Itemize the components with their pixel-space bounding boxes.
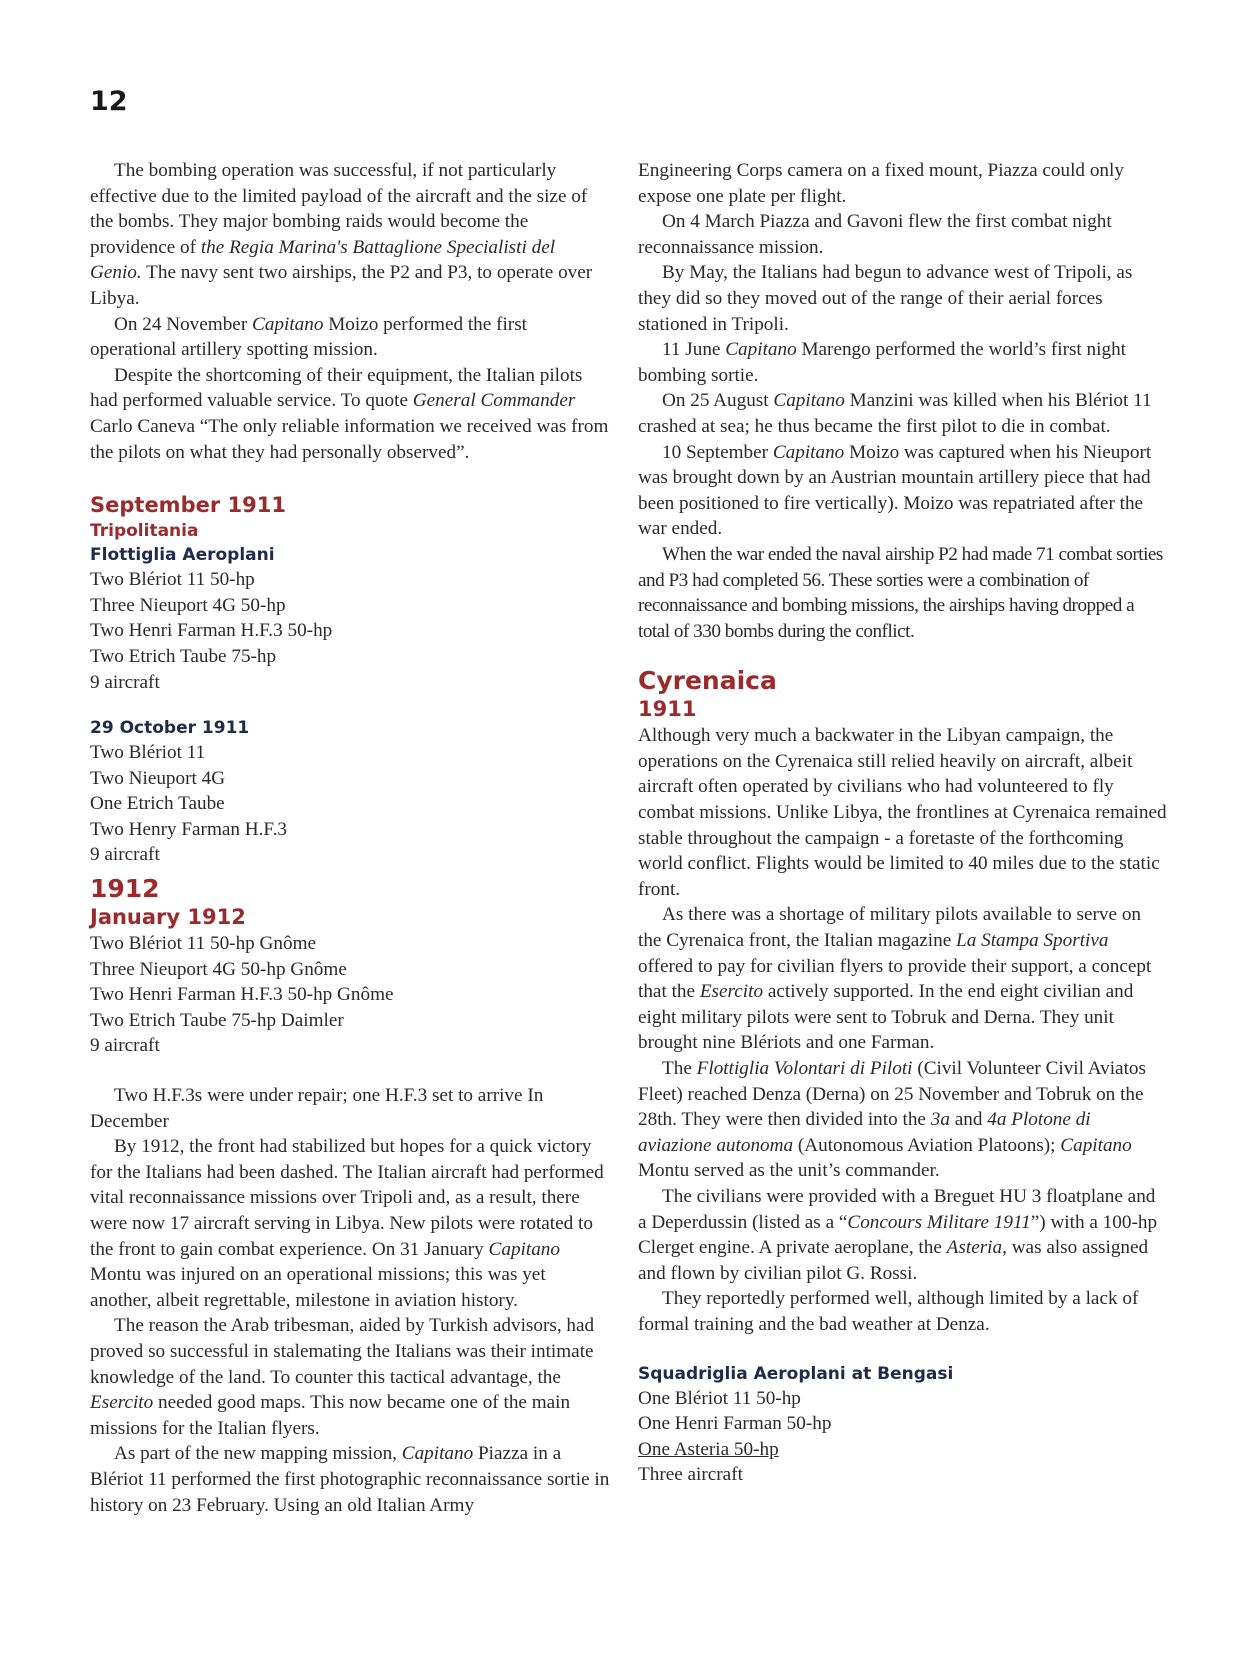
list-item: Three Nieuport 4G 50-hp	[90, 594, 286, 616]
paragraph	[90, 312, 610, 363]
italic-text: Flottiglia Volontari di Piloti	[696, 1058, 913, 1079]
aircraft-list	[90, 740, 610, 868]
paragraph	[90, 158, 610, 312]
paragraph	[90, 1441, 610, 1518]
text: and	[949, 1109, 988, 1131]
text: The civilians were provided with a Breguet HU 3 floatplane and a Deperdussin (listed as a “	[638, 1185, 1156, 1233]
paragraph	[638, 337, 1168, 388]
italic-text: General Commander	[412, 390, 576, 412]
text: Montu served as the unit’s commander.	[638, 1160, 940, 1182]
section-heading-bengasi: Squadriglia Aeroplani at Bengasi	[638, 1363, 954, 1384]
paragraph	[638, 440, 1168, 542]
italic-text: Capitano	[773, 390, 845, 412]
italic-text: 3a	[930, 1109, 950, 1131]
list-item: 9 aircraft	[90, 671, 160, 693]
italic-text: Concours Militare 1911	[847, 1211, 1031, 1233]
list-item: Two Blériot 11	[90, 742, 206, 764]
italic-text: Capitano	[252, 313, 324, 335]
list-item: Two Blériot 11 50-hp Gnôme	[90, 933, 317, 955]
list-item: Two Blériot 11 50-hp	[90, 569, 255, 591]
paragraph: Two H.F.3s were under repair; one H.F.3 set to arrive In December	[90, 1085, 544, 1132]
list-item: 9 aircraft	[90, 844, 160, 866]
paragraph	[638, 1184, 1168, 1286]
page-number: 12	[90, 86, 128, 117]
paragraph	[638, 388, 1168, 439]
section-heading-1912: 1912	[90, 874, 160, 904]
section-heading-cyrenaica: Cyrenaica	[638, 666, 777, 696]
left-column	[90, 158, 610, 1518]
text: The reason the Arab tribesman, aided by Turkish advisors, had proved so successful in stalemating the Italians was their intimate knowledge of the land. To counter this tactical advantage, the	[90, 1315, 595, 1388]
paragraph	[90, 363, 610, 465]
italic-text: the Regia Marina's Battaglione Specialisti del Genio.	[90, 236, 556, 284]
list-item: 9 aircraft	[90, 1035, 160, 1057]
text: The bombing operation was successful, if not particularly effective due to the limited payload of the aircraft and the size of the bombs. They major bombing raids would become the providence of	[90, 160, 588, 258]
list-item: One Etrich Taube	[90, 793, 225, 815]
text: Carlo Caneva “The only reliable information we received was from the pilots on what they had personally observed”.	[90, 415, 609, 463]
paragraph: On 4 March Piazza and Gavoni flew the first combat night reconnaissance mission.	[638, 211, 1112, 258]
list-item: Two Etrich Taube 75-hp Daimler	[90, 1009, 344, 1031]
unit-heading: Flottiglia Aeroplani	[90, 545, 275, 566]
paragraph: Engineering Corps camera on a fixed mount, Piazza could only expose one plate per flight.	[638, 160, 1124, 207]
paragraph: They reportedly performed well, although limited by a lack of formal training and the bad weather at Denza.	[638, 1288, 1139, 1335]
italic-text: Esercito	[90, 1392, 154, 1414]
text: The	[662, 1058, 697, 1079]
paragraph	[638, 1056, 1168, 1184]
list-item: Two Etrich Taube 75-hp	[90, 645, 277, 667]
section-subheading-january-1912: January 1912	[90, 905, 246, 930]
text: needed good maps. This now became one of the main missions for the Italian flyers.	[90, 1392, 571, 1439]
text: Despite the shortcoming of their equipment, the Italian pilots had performed valuable service. To quote	[90, 364, 583, 412]
list-item: Two Henri Farman H.F.3 50-hp Gnôme	[90, 984, 394, 1006]
list-item: Two Henry Farman H.F.3	[90, 818, 287, 840]
aircraft-list	[638, 1386, 1168, 1488]
text: Manzini was killed when his Blériot 11 crashed at sea; he thus became the first pilot to die in combat.	[638, 390, 1152, 437]
section-subheading-tripolitania: Tripolitania	[90, 521, 199, 542]
section-subheading-1911: 1911	[638, 697, 697, 722]
italic-text: Esercito	[699, 981, 764, 1003]
list-item: One Asteria 50-hp	[638, 1438, 779, 1460]
italic-text: Capitano	[1060, 1134, 1132, 1156]
paragraph: Although very much a backwater in the Libyan campaign, the operations on the Cyrenaica still relied heavily on aircraft, albeit aircraft often operated by civilians who had volunteered to fly combat missions. Unlike Libya, the frontlines at Cyrenaica remained stable throughout the campaign - a foretaste of the forthcoming world conflict. Flights would be limited to 40 miles due to the static front.	[638, 725, 1167, 900]
text: (Civil Volunteer Civil Aviatos Fleet) reached Denza (Derna) on 25 November and Tobruk on the 28th. They were then divided into the	[638, 1058, 1146, 1131]
text: As there was a shortage of military pilots available to serve on the Cyrenaica front, the Italian magazine	[638, 904, 1142, 952]
italic-text: Asteria	[946, 1237, 1003, 1259]
text: By 1912, the front had stabilized but hopes for a quick victory for the Italians had been dashed. The Italian aircraft had performed vital reconnaissance missions over Tripoli and, as a result, there were now 17 aircraft serving in Libya. New pilots were rotated to the front to gain combat experience. On 31 January	[90, 1136, 604, 1260]
paragraph	[638, 902, 1168, 1056]
text: Marengo performed the world’s first night bombing sortie.	[638, 339, 1126, 386]
text: , was also assigned and flown by civilian pilot G. Rossi.	[638, 1237, 1149, 1284]
paragraph	[90, 1134, 610, 1313]
list-item: One Henri Farman 50-hp	[638, 1413, 832, 1435]
paragraph	[90, 1313, 610, 1441]
text: On 25 August	[662, 390, 774, 412]
section-heading-29-october-1911: 29 October 1911	[90, 718, 250, 739]
italic-text: Capitano	[725, 339, 797, 361]
italic-text: 4a Plotone di aviazione autonoma	[638, 1109, 1091, 1156]
text: ”) with a 100-hp Clerget engine. A private aeroplane, the	[638, 1211, 1158, 1259]
section-heading-september-1911: September 1911	[90, 493, 286, 518]
text: Montu was injured on an operational missions; this was yet another, albeit regrettable, milestone in aviation history.	[90, 1264, 546, 1311]
italic-text: Capitano	[401, 1443, 474, 1465]
italic-text: Capitano	[488, 1238, 560, 1260]
text: actively supported. In the end eight civilian and eight military pilots were sent to Tobruk and Derna. They unit brought nine Blériots and one Farman.	[638, 981, 1134, 1054]
text: 10 September	[662, 441, 773, 463]
text: 11 June	[662, 339, 726, 361]
text: The navy sent two airships, the P2 and P3, to operate over Libya.	[90, 262, 593, 309]
italic-text: Capitano	[772, 441, 845, 463]
text: Piazza in a Blériot 11 performed the first photographic reconnaissance sortie in history on 23 February. Using an old Italian Army	[90, 1443, 610, 1516]
list-item: Three aircraft	[638, 1464, 743, 1486]
aircraft-list	[90, 567, 610, 695]
text: offered to pay for civilian flyers to provide their support, a concept that the	[638, 955, 1152, 1003]
right-column	[638, 158, 1168, 1488]
italic-text: La Stampa Sportiva	[956, 930, 1109, 952]
list-item: Three Nieuport 4G 50-hp Gnôme	[90, 958, 347, 980]
text: Moizo was captured when his Nieuport was brought down by an Austrian mountain artillery piece that had been positioned to fire vertically). Moizo was repatriated after the war ended.	[638, 441, 1152, 540]
text: (Autonomous Aviation Platoons);	[793, 1134, 1061, 1156]
list-item: One Blériot 11 50-hp	[638, 1387, 801, 1409]
paragraph: When the war ended the naval airship P2 had made 71 combat sorties and P3 had completed 56. These sorties were a combination of reconnaissance and bombing missions, the airships having dropped a total of 330 bombs during the conflict.	[638, 543, 1163, 642]
list-item: Two Nieuport 4G	[90, 767, 226, 789]
text: On 24 November	[114, 313, 253, 335]
text: Moizo performed the first operational artillery spotting mission.	[90, 313, 527, 361]
text: As part of the new mapping mission,	[114, 1443, 402, 1465]
aircraft-list	[90, 931, 610, 1059]
list-item: Two Henri Farman H.F.3 50-hp	[90, 620, 333, 642]
paragraph: By May, the Italians had begun to advance west of Tripoli, as they did so they moved out of the range of their aerial forces stationed in Tripoli.	[638, 262, 1133, 335]
